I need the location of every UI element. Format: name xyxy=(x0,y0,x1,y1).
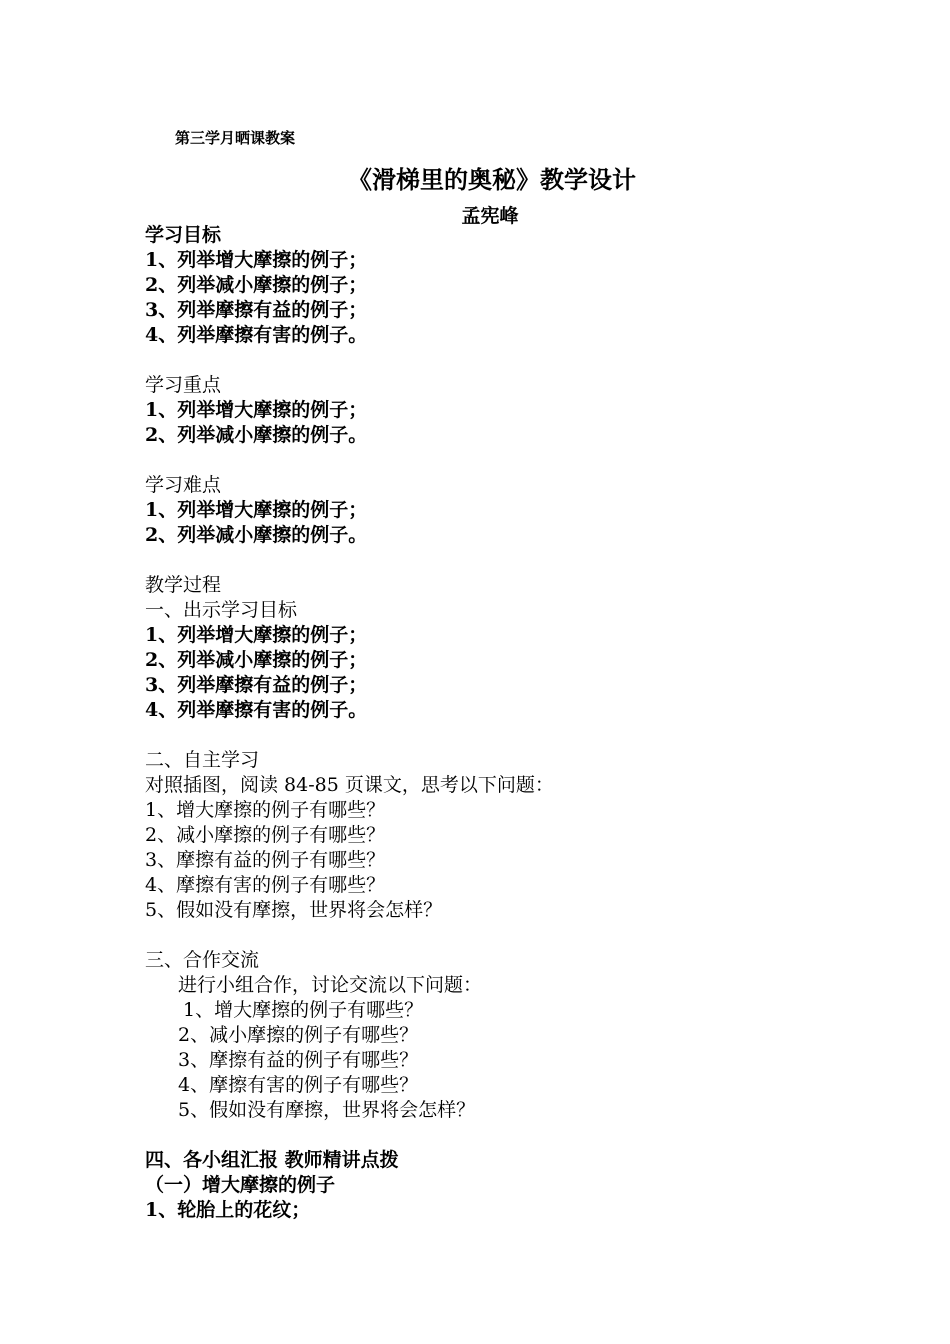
step2-item: 1、增大摩擦的例子有哪些？ xyxy=(145,799,386,821)
goal-item: 3、列举摩擦有益的例子； xyxy=(145,299,368,321)
key-points-heading: 学习重点 xyxy=(145,374,222,396)
step3-item: 2、减小摩擦的例子有哪些？ xyxy=(178,1024,419,1046)
document-title: 《滑梯里的奥秘》教学设计 xyxy=(348,165,636,194)
document-header: 第三学月晒课教案 xyxy=(175,129,296,147)
difficulty-item: 1、列举增大摩擦的例子； xyxy=(145,499,368,521)
step4-item: 1、轮胎上的花纹； xyxy=(145,1199,311,1221)
process-heading: 教学过程 xyxy=(145,574,222,596)
step3-heading: 三、合作交流 xyxy=(145,949,260,971)
step3-item: 5、假如没有摩擦，世界将会怎样？ xyxy=(178,1099,476,1121)
step2-heading: 二、自主学习 xyxy=(145,749,260,771)
step2-item: 5、假如没有摩擦，世界将会怎样？ xyxy=(145,899,443,921)
goal-item: 2、列举减小摩擦的例子； xyxy=(145,274,368,296)
key-point-item: 1、列举增大摩擦的例子； xyxy=(145,399,368,421)
step3-item: 4、摩擦有害的例子有哪些？ xyxy=(178,1074,419,1096)
step2-item: 4、摩擦有害的例子有哪些？ xyxy=(145,874,386,896)
step1-item: 4、列举摩擦有害的例子。 xyxy=(145,699,368,721)
step2-intro: 对照插图，阅读 84-85 页课文，思考以下问题： xyxy=(145,774,554,796)
goal-item: 4、列举摩擦有害的例子。 xyxy=(145,324,368,346)
step4-subheading: （一）增大摩擦的例子 xyxy=(145,1174,336,1196)
author-name: 孟宪峰 xyxy=(461,205,519,227)
step3-item: 3、摩擦有益的例子有哪些？ xyxy=(178,1049,419,1071)
goal-item: 1、列举增大摩擦的例子； xyxy=(145,249,368,271)
step1-item: 2、列举减小摩擦的例子； xyxy=(145,649,368,671)
step3-intro: 进行小组合作，讨论交流以下问题： xyxy=(178,974,483,996)
step4-heading: 四、各小组汇报 教师精讲点拨 xyxy=(145,1149,399,1171)
key-point-item: 2、列举减小摩擦的例子。 xyxy=(145,424,368,446)
step1-heading: 一、出示学习目标 xyxy=(145,599,298,621)
step1-item: 3、列举摩擦有益的例子； xyxy=(145,674,368,696)
step2-item: 3、摩擦有益的例子有哪些？ xyxy=(145,849,386,871)
step2-item: 2、减小摩擦的例子有哪些？ xyxy=(145,824,386,846)
difficulties-heading: 学习难点 xyxy=(145,474,222,496)
document-body xyxy=(145,223,905,1223)
step3-item: 1、增大摩擦的例子有哪些？ xyxy=(183,999,424,1021)
difficulty-item: 2、列举减小摩擦的例子。 xyxy=(145,524,368,546)
goals-heading: 学习目标 xyxy=(145,224,222,246)
step1-item: 1、列举增大摩擦的例子； xyxy=(145,624,368,646)
